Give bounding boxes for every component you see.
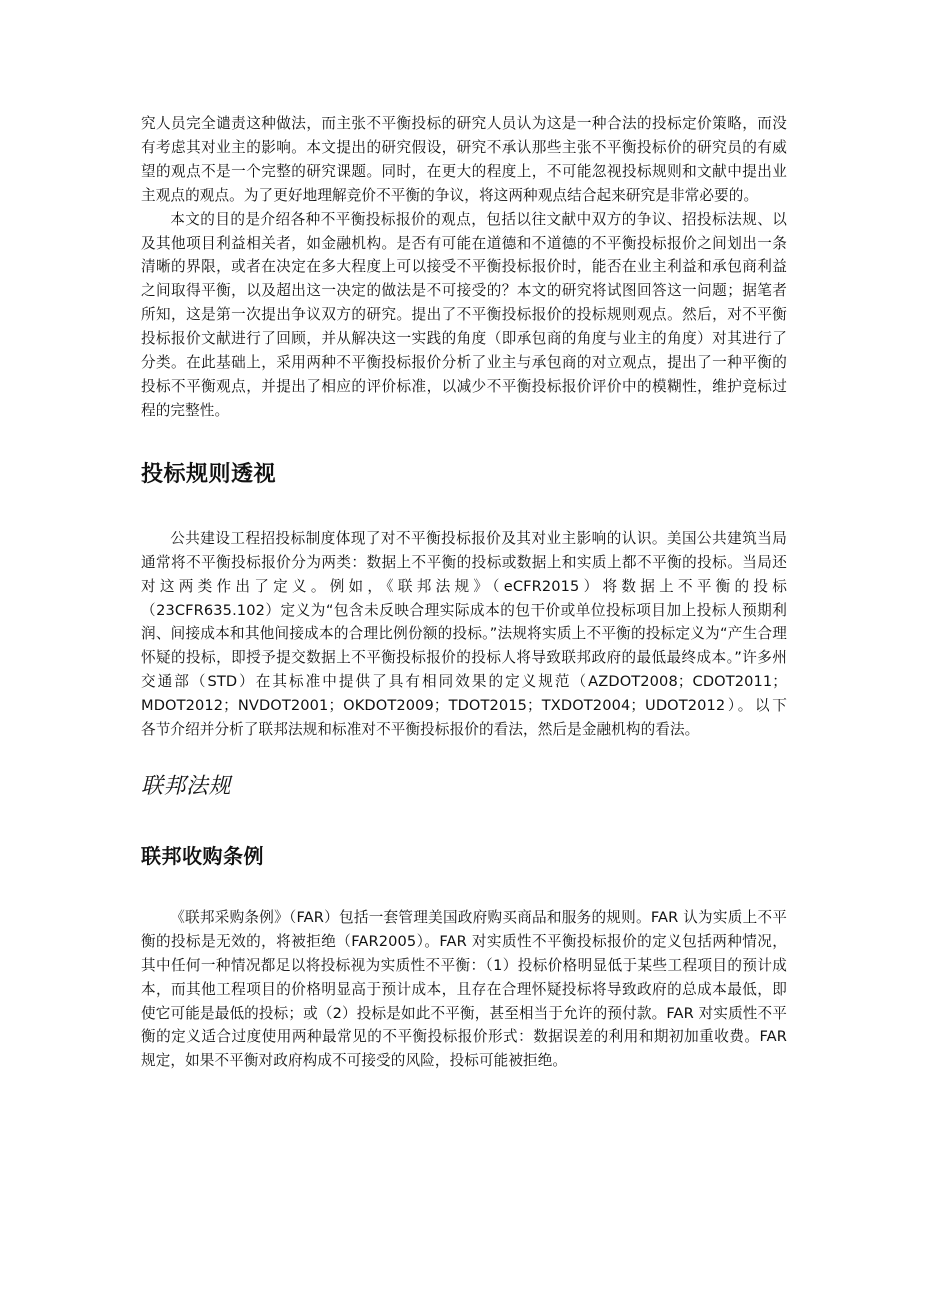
paragraph-bidding-rules: 公共建设工程招投标制度体现了对不平衡投标报价及其对业主影响的认识。美国公共建筑当局通常将不平衡投标报价分为两类：数据上不平衡的投标或数据上和实质上都不平衡的投标。当局还对这两类作出了定义。例如，《联邦法规》（eCFR2015）将数据上不平衡的投标（23CFR635.102）定义为“包含未反映合理实际成本的包干价或单位投标项目加上投标人预期利润、间接成本和其他间接成本的合理比例份额的投标。”法规将实质上不平衡的投标定义为“产生合理怀疑的投标，即授予提交数据上不平衡投标报价的投标人将导致联邦政府的最低最终成本。”许多州交通部（STD）在其标准中提供了具有相同效果的定义规范（AZDOT2008；CDOT2011；MDOT2012；NVDOT2001；OKDOT2009；TDOT2015；TXDOT2004；UDOT2012）。以下各节介绍并分析了联邦法规和标准对不平衡投标报价的看法，然后是金融机构的看法。 [141, 529, 787, 739]
heading-bidding-rules: 投标规则透视 [141, 461, 277, 487]
paragraph-intro-continued: 究人员完全谴责这种做法，而主张不平衡投标的研究人员认为这是一种合法的投标定价策略，而没有考虑其对业主的影响。本文提出的研究假设，研究不承认那些主张不平衡投标价的研究员的有威望的观点不是一个完整的研究课题。同时，在更大的程度上，不可能忽视投标规则和文献中提出业主观点的观点。为了更好地理解竞价不平衡的争议，将这两种观点结合起来研究是非常必要的。 [141, 115, 787, 204]
paragraph-purpose: 本文的目的是介绍各种不平衡投标报价的观点，包括以往文献中双方的争议、招投标法规、以及其他项目利益相关者，如金融机构。是否有可能在道德和不道德的不平衡投标报价之间划出一条清晰的界限，或者在决定在多大程度上可以接受不平衡投标报价时，能否在业主利益和承包商利益之间取得平衡，以及超出这一决定的做法是不可接受的？本文的研究将试图回答这一问题；据笔者所知，这是第一次提出争议双方的研究。提出了不平衡投标报价的投标规则观点。然后，对不平衡投标报价文献进行了回顾，并从解决这一实践的角度（即承包商的角度与业主的角度）对其进行了分类。在此基础上，采用两种不平衡投标报价分析了业主与承包商的对立观点，提出了一种平衡的投标不平衡观点，并提出了相应的评价标准，以减少不平衡投标报价评价中的模糊性，维护竞标过程的完整性。 [141, 210, 787, 419]
document-page [141, 112, 787, 1073]
paragraph-far: 《联邦采购条例》（FAR）包括一套管理美国政府购买商品和服务的规则。FAR 认为实质上不平衡的投标是无效的，将被拒绝（FAR2005）。FAR 对实质性不平衡投标报价的定义包括两种情况，其中任何一种情况都足以将投标视为实质性不平衡：（1）投标价格明显低于某些工程项目的预计成本，而其他工程项目的价格明显高于预计成本，且存在合理怀疑投标将导致政府的总成本最低，即使它可能是最低的投标；或（2）投标是如此不平衡，甚至相当于允许的预付款。FAR 对实质性不平衡的定义适合过度使用两种最常见的不平衡投标报价形式：数据误差的利用和期初加重收费。FAR 规定，如果不平衡对政府构成不可接受的风险，投标可能被拒绝。 [141, 908, 787, 1070]
heading-federal-regulations: 联邦法规 [141, 773, 232, 799]
heading-federal-acquisition: 联邦收购条例 [141, 843, 264, 868]
